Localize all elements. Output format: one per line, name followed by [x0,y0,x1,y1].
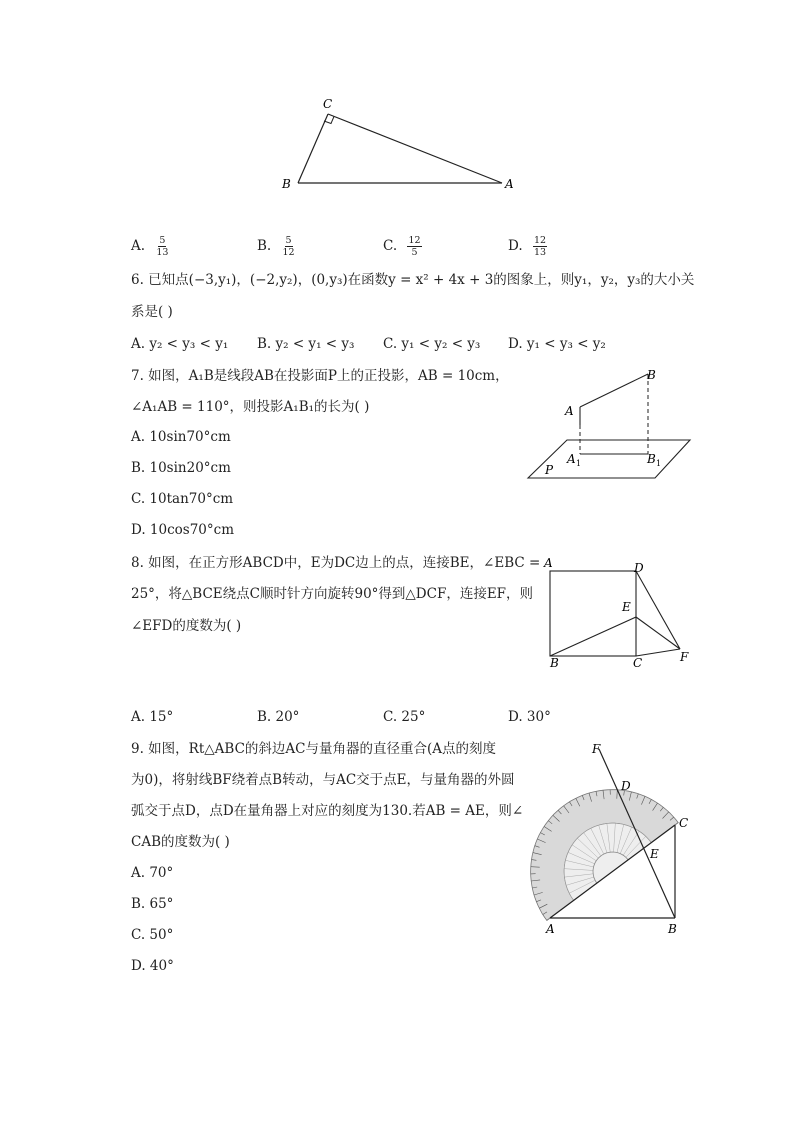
q5-option-d-letter: D. [508,238,523,254]
q5-option-b[interactable] [257,235,296,258]
q7-fig-label-a1-sub: 1 [576,459,582,468]
fig5-label-c: C [323,97,333,111]
q6-stem-line2: 系是( ) [131,304,173,320]
q6-option-d[interactable]: D. y₁ < y₃ < y₂ [508,336,606,352]
q7-stem-line1: 7. 如图，A₁B是线段AB在投影面P上的正投影，AB = 10cm， [131,368,509,384]
q8-stem-line2: 25°，将△BCE绕点C顺时针方向旋转90°得到△DCF，连接EF，则 [131,586,534,602]
q8-fig-label-c: C [633,656,643,670]
q5-option-c[interactable] [383,235,422,258]
q7-stem-line2: ∠A₁AB = 110°，则投影A₁B₁的长为( ) [131,399,370,415]
q9-stem-line1: 9. 如图，Rt△ABC的斜边AC与量角器的直径重合(A点的刻度 [131,741,496,757]
q7-fig-label-a: A [565,404,574,418]
fraction-denominator: 12 [282,247,295,258]
q8-square-figure [538,555,698,670]
q5-option-d[interactable] [508,235,547,258]
fraction-numerator: 5 [285,235,292,246]
q9-fig-label-d: D [621,779,631,793]
q6-option-b[interactable]: B. y₂ < y₁ < y₃ [257,336,355,352]
q8-stem-line1: 8. 如图，在正方形ABCD中，E为DC边上的点，连接BE，∠EBC = [131,555,541,571]
q9-fig-label-c: C [679,816,689,830]
q5-option-a-fraction [155,235,169,258]
q9-option-c[interactable]: C. 50° [131,927,174,943]
fraction-numerator: 12 [533,235,547,246]
fig5-label-b: B [282,177,291,191]
q5-option-a-letter: A. [131,238,146,254]
q5-option-a[interactable] [131,235,169,258]
q9-protractor-figure [530,738,710,938]
q7-projection-figure [525,365,695,485]
q5-option-c-letter: C. [383,238,398,254]
q8-stem-line3: ∠EFD的度数为( ) [131,618,242,634]
q8-option-d[interactable]: D. 30° [508,709,551,725]
q9-fig-label-a: A [546,922,555,936]
q8-option-b[interactable]: B. 20° [257,709,300,725]
q8-fig-label-b: B [550,656,559,670]
q7-option-d[interactable]: D. 10cos70°cm [131,522,235,538]
fraction-denominator: 13 [156,247,169,258]
q9-option-d[interactable]: D. 40° [131,958,174,974]
fraction-numerator: 12 [408,235,421,246]
q7-fig-label-b: B [647,368,656,382]
q8-option-c[interactable]: C. 25° [383,709,426,725]
q5-option-d-fraction [533,235,547,258]
q7-option-a[interactable]: A. 10sin70°cm [131,429,231,445]
fraction-numerator: 5 [159,235,166,246]
q7-fig-label-p: P [545,463,554,477]
fraction-denominator: 13 [533,247,547,258]
q7-fig-label-b1-sub: 1 [656,459,662,468]
q8-fig-label-f: F [680,650,689,664]
q9-fig-label-e: E [650,847,659,861]
q9-option-a[interactable]: A. 70° [131,865,174,881]
q9-stem-line3: 弧交于点D，点D在量角器上对应的刻度为130.若AB = AE，则∠ [131,803,524,819]
q7-fig-label-b1: B [647,452,656,466]
q6-stem-line1: 6. 已知点(−3,y₁)，(−2,y₂)，(0,y₃)在函数y = x² + 4x + 3的图象上，则y₁，y₂，y₃的大小关 [131,272,695,288]
q9-stem-line4: CAB的度数为( ) [131,834,230,850]
q8-fig-label-d: D [634,561,644,575]
q5-option-c-fraction [407,235,421,258]
q5-option-b-fraction [282,235,296,258]
q6-option-c[interactable]: C. y₁ < y₂ < y₃ [383,336,481,352]
q9-stem-line2: 为0)，将射线BF绕着点B转动，与AC交于点E，与量角器的外圆 [131,772,515,788]
fraction-denominator: 5 [411,247,418,258]
q9-option-b[interactable]: B. 65° [131,896,174,912]
q6-option-a[interactable]: A. y₂ < y₃ < y₁ [131,336,229,352]
q9-fig-label-b: B [668,922,677,936]
q9-fig-label-f: F [592,742,601,756]
q7-fig-label-a1: A [567,452,576,466]
q5-option-b-letter: B. [257,238,272,254]
q8-fig-label-e: E [622,600,631,614]
q8-option-a[interactable]: A. 15° [131,709,174,725]
q5-triangle-figure [270,90,530,200]
fig5-label-a: A [505,177,514,191]
q7-option-c[interactable]: C. 10tan70°cm [131,491,234,507]
q7-option-b[interactable]: B. 10sin20°cm [131,460,231,476]
q8-fig-label-a: A [544,556,553,570]
